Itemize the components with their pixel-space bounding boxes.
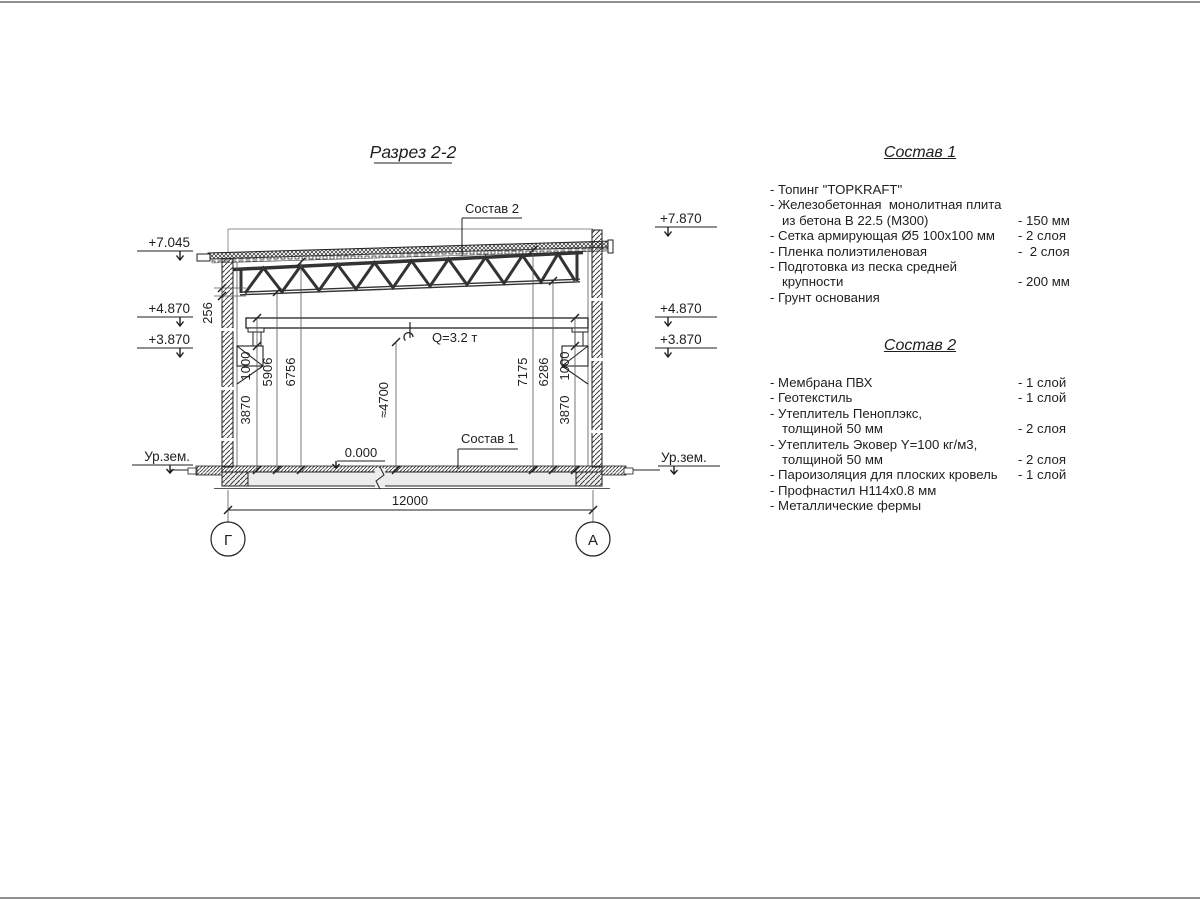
spec-item-value: - 1 слой	[1018, 390, 1067, 406]
spec-item-text: - Грунт основания	[770, 289, 880, 305]
dim-l3870: 3870	[238, 395, 253, 425]
spec-line	[770, 483, 1100, 498]
spec-item-text: толщиной 50 мм	[782, 421, 883, 437]
elev-l-7045	[137, 235, 193, 260]
spec-item-text: крупности	[782, 274, 844, 290]
spec-item-value: - 2 слоя	[1018, 421, 1066, 437]
spec-line	[770, 390, 1100, 405]
spec-line	[770, 213, 1100, 228]
roof-left-cap	[197, 254, 210, 261]
spec-line	[770, 406, 1100, 421]
spec-line	[770, 290, 1100, 305]
spec-line	[770, 259, 1100, 274]
axis-letter-right: А	[587, 532, 599, 549]
spec-item-value: - 1 слой	[1018, 467, 1067, 483]
window-top-edge	[0, 1, 1200, 3]
dim-r1000: 1000	[557, 351, 572, 381]
spec-item-value: - 1 слой	[1018, 375, 1067, 390]
svg-text:+3.870: +3.870	[660, 332, 702, 347]
svg-text:Ур.зем.: Ур.зем.	[144, 449, 190, 464]
spec-line	[770, 452, 1100, 467]
spec-item-text: - Пленка полиэтиленовая	[770, 243, 927, 259]
spec-item-value: - 2 слоя	[1018, 243, 1070, 259]
spec-list-2	[770, 337, 1100, 514]
spec1-title: Состав 1	[883, 144, 957, 161]
svg-text:+7.870: +7.870	[660, 211, 702, 226]
svg-text:+4.870: +4.870	[148, 301, 190, 316]
spec-item-text: из бетона В 22.5 (М300)	[782, 212, 929, 228]
dim-m4700: ≈4700	[376, 381, 391, 419]
span-dimension	[211, 490, 610, 556]
section-title: Разрез 2-2	[369, 142, 457, 162]
left-wall	[221, 259, 237, 467]
elev-l-ground	[132, 449, 193, 473]
elev-l-4870	[137, 301, 193, 326]
zero-level-mark	[333, 445, 386, 468]
dim-r6286: 6286	[536, 357, 551, 387]
elev-r-4870	[655, 301, 717, 326]
spec-line	[770, 375, 1100, 390]
dim-l6756: 6756	[283, 357, 298, 387]
crane-beam	[246, 318, 588, 346]
dim-256: 256	[200, 302, 215, 324]
section-drawing	[0, 0, 760, 620]
elev-r-7870	[655, 211, 717, 236]
svg-text:+7.045: +7.045	[148, 235, 190, 250]
dim-r3870: 3870	[557, 395, 572, 425]
elevation-marks-right	[655, 211, 720, 474]
spec-line	[770, 182, 1100, 197]
spec-item-text: - Утеплитель Пеноплэкс,	[770, 405, 923, 421]
spec-list-1	[770, 144, 1100, 305]
spec-line	[770, 228, 1100, 243]
zero-level-label: 0.000	[344, 445, 378, 460]
spec2-title: Состав 2	[883, 337, 957, 354]
elev-l-3870	[137, 332, 193, 357]
spec-item-text: - Железобетонная монолитная плита	[770, 197, 1002, 213]
spec-item-text: толщиной 50 мм	[782, 451, 883, 467]
left-foundation	[222, 472, 248, 486]
window-bottom-edge	[0, 897, 1200, 899]
spec-item-text: - Подготовка из песка средней	[770, 258, 957, 274]
spec-item-text: - Геотекстиль	[770, 390, 853, 406]
spec-line	[770, 244, 1100, 259]
spec-line	[770, 437, 1100, 452]
svg-text:Ур.зем.: Ур.зем.	[661, 450, 707, 465]
callout-sostav1	[458, 431, 518, 469]
spec-item-text: - Металлические фермы	[770, 498, 922, 514]
right-foundation	[576, 472, 602, 486]
spec-line	[770, 197, 1100, 212]
spec-item-value: - 2 слоя	[1018, 228, 1066, 244]
callout-sostav1-label: Состав 1	[461, 431, 515, 446]
spec-item-text: - Сетка армирующая Ø5 100х100 мм	[770, 228, 995, 244]
dim-r7175: 7175	[515, 357, 530, 387]
dim-l1000: 1000	[238, 351, 253, 381]
spec-item-value: - 2 слоя	[1018, 451, 1066, 467]
spec-line	[770, 498, 1100, 513]
spec-line	[770, 421, 1100, 436]
spec-item-text: - Топинг "TOPKRAFT"	[770, 182, 903, 197]
roof-right-cap	[608, 240, 613, 253]
elevation-marks-left	[132, 235, 193, 473]
spec-item-value: - 150 мм	[1018, 212, 1070, 228]
floor-slab	[170, 466, 660, 489]
spec-item-text: - Профнастил Н114х0.8 мм	[770, 482, 937, 498]
spec-line	[770, 274, 1100, 289]
spec-item-text: - Мембрана ПВХ	[770, 375, 873, 390]
elev-r-3870	[655, 332, 717, 357]
elev-r-ground	[658, 450, 720, 474]
spec-item-text: - Утеплитель Эковер Y=100 кг/м3,	[770, 436, 978, 452]
callout-sostav2-label: Состав 2	[465, 201, 519, 216]
dim-span: 12000	[391, 493, 429, 508]
svg-text:+4.870: +4.870	[660, 301, 702, 316]
dim-l5906: 5906	[260, 357, 275, 387]
crane-capacity-label: Q=3.2 т	[432, 330, 478, 345]
drawing-title	[370, 142, 457, 163]
axis-letter-left: Г	[223, 532, 233, 549]
svg-text:+3.870: +3.870	[148, 332, 190, 347]
spec-line	[770, 467, 1100, 482]
spec-item-text: - Пароизоляция для плоских кровель	[770, 467, 998, 483]
spec-item-value: - 200 мм	[1018, 274, 1070, 290]
right-wall	[588, 230, 603, 467]
